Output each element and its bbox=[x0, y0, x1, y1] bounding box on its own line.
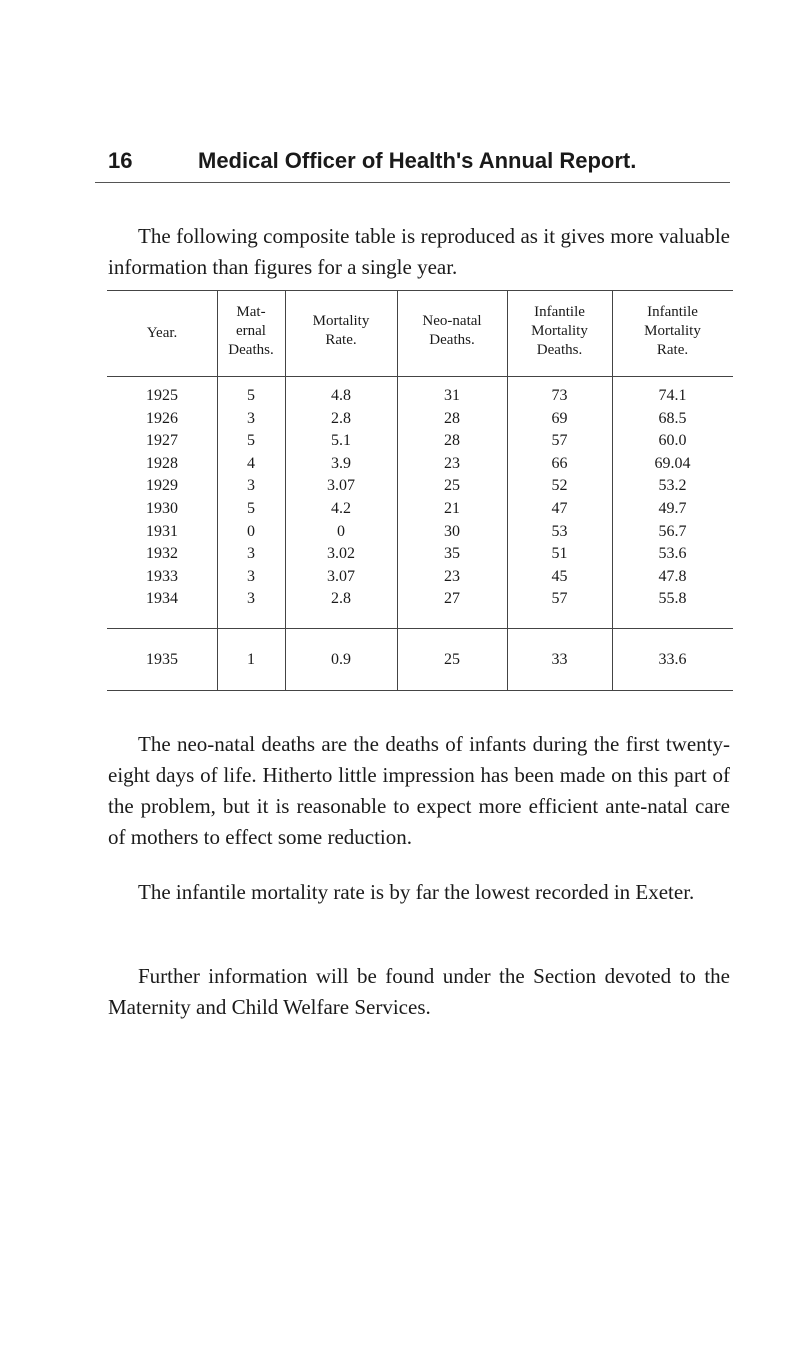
table-cell-maternal-deaths: 3 bbox=[247, 590, 255, 608]
table-cell-mortality-rate: 3.07 bbox=[327, 477, 355, 495]
table-cell-infantile-deaths: 66 bbox=[551, 454, 568, 472]
table-cell-year: 1930 bbox=[146, 500, 178, 517]
column-header-mortality-rate: Mortality Rate. bbox=[312, 313, 370, 348]
table-cell-year: 1931 bbox=[146, 522, 178, 540]
table-cell-infantile-deaths: 53 bbox=[551, 522, 568, 540]
table-cell-infantile-rate: 47.8 bbox=[658, 567, 687, 585]
further-info-paragraph: Further information will be found under the Section devoted to the Maternity and Child Welfare Services. bbox=[108, 964, 730, 1019]
table-cell-maternal-deaths: 5 bbox=[247, 387, 255, 404]
table-cell-maternal-deaths: 3 bbox=[247, 567, 255, 585]
table-final-cell-neo-natal-deaths: 25 bbox=[444, 651, 460, 668]
header-rule bbox=[95, 182, 730, 183]
table-final-cell-infantile-rate: 33.6 bbox=[658, 651, 687, 668]
table-cell-mortality-rate: 0 bbox=[337, 522, 345, 540]
table-cell-mortality-rate: 4.8 bbox=[331, 387, 351, 404]
table-cell-infantile-rate: 53.2 bbox=[658, 477, 687, 495]
table-cell-mortality-rate: 3.9 bbox=[331, 454, 351, 472]
page-title: Medical Officer of Health's Annual Report. bbox=[198, 148, 637, 173]
table-cell-infantile-rate: 49.7 bbox=[658, 500, 687, 517]
page-number: 16 bbox=[108, 148, 133, 173]
table-cell-maternal-deaths: 3 bbox=[247, 477, 255, 495]
table-cell-maternal-deaths: 0 bbox=[247, 522, 255, 540]
table-cell-infantile-deaths: 57 bbox=[551, 432, 568, 450]
table-cell-mortality-rate: 5.1 bbox=[331, 432, 351, 450]
table-cell-infantile-rate: 74.1 bbox=[658, 387, 687, 404]
table-cell-year: 1925 bbox=[146, 387, 178, 404]
infantile-rate-paragraph: The infantile mortality rate is by far the lowest recorded in Exeter. bbox=[138, 880, 695, 904]
table-final-cell-infantile-deaths: 33 bbox=[551, 651, 568, 668]
table-cell-infantile-rate: 53.6 bbox=[658, 545, 687, 563]
table-cell-neo-natal-deaths: 28 bbox=[444, 409, 460, 427]
column-header-infantile-rate: Infantile Mortality Rate. bbox=[644, 304, 701, 358]
table-cell-maternal-deaths: 5 bbox=[247, 432, 255, 450]
table-cell-neo-natal-deaths: 25 bbox=[444, 477, 460, 495]
table-cell-neo-natal-deaths: 30 bbox=[444, 522, 460, 540]
table-cell-maternal-deaths: 5 bbox=[247, 500, 255, 517]
table-cell-maternal-deaths: 3 bbox=[247, 409, 255, 427]
table-cell-year: 1929 bbox=[146, 477, 178, 495]
table-cell-neo-natal-deaths: 21 bbox=[444, 500, 460, 517]
table-cell-mortality-rate: 3.07 bbox=[327, 567, 355, 585]
table-cell-neo-natal-deaths: 35 bbox=[444, 545, 460, 563]
table-cell-mortality-rate: 3.02 bbox=[327, 545, 355, 563]
table-final-cell-maternal-deaths: 1 bbox=[247, 651, 255, 668]
table-cell-mortality-rate: 4.2 bbox=[331, 500, 351, 517]
table-cell-infantile-deaths: 73 bbox=[551, 387, 568, 404]
composite-table bbox=[107, 290, 733, 692]
table-cell-maternal-deaths: 3 bbox=[247, 545, 255, 563]
table-cell-neo-natal-deaths: 23 bbox=[444, 454, 460, 472]
table-bottom-rule bbox=[107, 690, 733, 691]
table-cell-mortality-rate: 2.8 bbox=[331, 409, 351, 427]
table-cell-year: 1934 bbox=[146, 590, 178, 608]
column-header-neo-natal-deaths: Neo-natal Deaths. bbox=[422, 313, 482, 348]
intro-paragraph: The following composite table is reproduced as it gives more valuable information than figures for a single year. bbox=[108, 224, 730, 279]
table-cell-year: 1933 bbox=[146, 567, 178, 585]
table-cell-neo-natal-deaths: 23 bbox=[444, 567, 460, 585]
table-cell-infantile-rate: 56.7 bbox=[658, 522, 687, 540]
table-final-cell-mortality-rate: 0.9 bbox=[331, 651, 351, 668]
table-cell-infantile-rate: 55.8 bbox=[658, 590, 687, 608]
table-cell-mortality-rate: 2.8 bbox=[331, 590, 351, 608]
table-cell-year: 1926 bbox=[146, 409, 178, 427]
table-cell-maternal-deaths: 4 bbox=[247, 454, 255, 472]
table-cell-infantile-deaths: 69 bbox=[551, 409, 568, 427]
table-cell-infantile-rate: 69.04 bbox=[654, 454, 691, 472]
column-header-infantile-deaths: Infantile Mortality Deaths. bbox=[531, 304, 588, 358]
neo-natal-paragraph: The neo-natal deaths are the deaths of infants during the first twenty-eight days of life. Hitherto little impression has been made on this part of the problem, but it is reasonable to expect more efficient ante-natal care of mothers to effect some reduction. bbox=[108, 732, 730, 849]
table-cell-year: 1927 bbox=[146, 432, 178, 450]
table-cell-neo-natal-deaths: 27 bbox=[444, 590, 460, 608]
table-cell-neo-natal-deaths: 31 bbox=[444, 387, 460, 404]
table-cell-infantile-rate: 60.0 bbox=[658, 432, 687, 450]
column-header-year: Year. bbox=[146, 325, 178, 341]
table-top-rule bbox=[107, 290, 733, 291]
table-header-rule bbox=[107, 376, 733, 377]
table-cell-infantile-rate: 68.5 bbox=[658, 409, 687, 427]
table-cell-neo-natal-deaths: 28 bbox=[444, 432, 460, 450]
table-cell-infantile-deaths: 47 bbox=[551, 500, 568, 517]
column-header-maternal-deaths: Mat- ernal Deaths. bbox=[228, 304, 274, 358]
table-final-cell-year: 1935 bbox=[146, 651, 178, 668]
table-cell-year: 1928 bbox=[146, 454, 178, 472]
table-total-rule bbox=[107, 628, 733, 629]
table-cell-infantile-deaths: 57 bbox=[551, 590, 568, 608]
table-cell-infantile-deaths: 52 bbox=[551, 477, 568, 495]
table-cell-infantile-deaths: 51 bbox=[551, 545, 568, 563]
table-cell-infantile-deaths: 45 bbox=[551, 567, 568, 585]
table-cell-year: 1932 bbox=[146, 545, 178, 563]
